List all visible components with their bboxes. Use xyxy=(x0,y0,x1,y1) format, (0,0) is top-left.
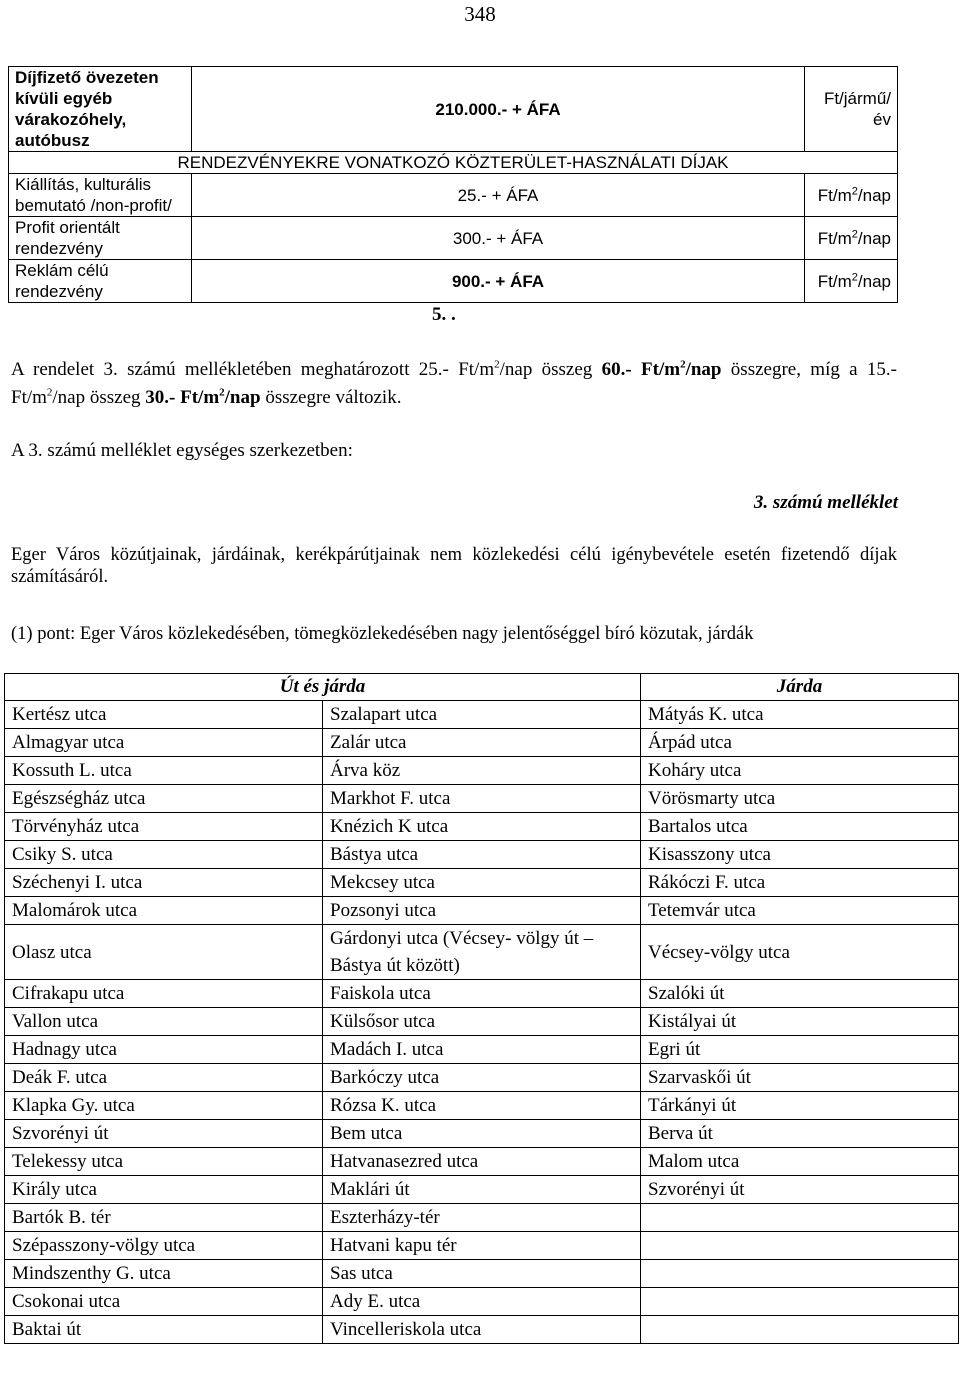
table-cell: Kossuth L. utca xyxy=(5,757,323,785)
table-cell: Berva út xyxy=(641,1120,959,1148)
table-cell: Kertész utca xyxy=(5,701,323,729)
streets-table xyxy=(4,673,959,1344)
table-cell: Mekcsey utca xyxy=(323,869,641,897)
table-cell: Baktai út xyxy=(5,1316,323,1344)
table-cell: Maklári út xyxy=(323,1176,641,1204)
amendment-sup-3: 2 xyxy=(46,386,53,399)
table-row xyxy=(5,1064,959,1092)
table-row xyxy=(5,1148,959,1176)
table-cell: Hadnagy utca xyxy=(5,1036,323,1064)
section-title: 5. . xyxy=(432,304,456,325)
table-row xyxy=(5,701,959,729)
table-cell: Vincelleriskola utca xyxy=(323,1316,641,1344)
amendment-text-i: összegre változik. xyxy=(260,387,402,408)
paragraph-amendment xyxy=(11,356,897,412)
table-cell: Szvorényi út xyxy=(641,1176,959,1204)
fee-label: Díjfizető övezeten kívüli egyéb várakozóhely, autóbusz xyxy=(9,67,192,152)
table-row xyxy=(5,1120,959,1148)
fee-price: 900.- + ÁFA xyxy=(192,260,805,303)
table-cell: Bástya utca xyxy=(323,841,641,869)
amendment-text-g: 30.- Ft/m xyxy=(145,387,220,408)
amendment-sup-4: 2 xyxy=(219,386,225,399)
fee-unit xyxy=(805,174,898,217)
table-row xyxy=(5,1176,959,1204)
table-cell: Deák F. utca xyxy=(5,1064,323,1092)
table-cell: Szvorényi út xyxy=(5,1120,323,1148)
annex-title: 3. számú melléklet xyxy=(753,492,898,513)
table-row xyxy=(5,1036,959,1064)
fee-unit-prefix: Ft/m xyxy=(817,228,852,248)
amendment-text-h: /nap xyxy=(224,387,261,408)
fee-price: 300.- + ÁFA xyxy=(192,217,805,260)
table-cell: Pozsonyi utca xyxy=(323,897,641,925)
table-cell: Koháry utca xyxy=(641,757,959,785)
table-cell: Vallon utca xyxy=(5,1008,323,1036)
amendment-text-e: összegre, míg a 15.- Ft/m xyxy=(11,359,897,408)
table-cell: Árva köz xyxy=(323,757,641,785)
table-cell: Széchenyi I. utca xyxy=(5,869,323,897)
table-cell: Eszterházy-tér xyxy=(323,1204,641,1232)
fee-unit-sup: 2 xyxy=(851,227,858,240)
table-cell: Rózsa K. utca xyxy=(323,1092,641,1120)
fee-label: Reklám célú rendezvény xyxy=(9,260,192,303)
table-cell: Almagyar utca xyxy=(5,729,323,757)
table-cell: Csiky S. utca xyxy=(5,841,323,869)
table-cell-empty xyxy=(641,1204,959,1232)
table-cell: Rákóczi F. utca xyxy=(641,869,959,897)
table-cell: Faiskola utca xyxy=(323,980,641,1008)
annex-point-1: (1) pont: Eger Város közlekedésében, tömegközlekedésében nagy jelentőséggel bíró közutak, járdák xyxy=(11,624,754,644)
table-cell: Madách I. utca xyxy=(323,1036,641,1064)
fee-unit xyxy=(805,260,898,303)
fee-table xyxy=(8,66,898,303)
table-row xyxy=(5,757,959,785)
table-cell-empty xyxy=(641,1288,959,1316)
table-cell: Ady E. utca xyxy=(323,1288,641,1316)
amendment-text-c: 60.- Ft/m xyxy=(601,359,681,380)
table-cell-empty xyxy=(641,1232,959,1260)
table-cell: Bartalos utca xyxy=(641,813,959,841)
table-cell: Malom utca xyxy=(641,1148,959,1176)
fee-unit: Ft/jármű/év xyxy=(805,67,898,152)
table-cell: Vécsey-völgy utca xyxy=(641,925,959,980)
table-cell: Árpád utca xyxy=(641,729,959,757)
table-row xyxy=(5,729,959,757)
header-road-and-sidewalk: Út és járda xyxy=(5,674,641,701)
table-cell: Olasz utca xyxy=(5,925,323,980)
fee-unit-suffix: /nap xyxy=(857,185,891,205)
table-row xyxy=(5,897,959,925)
table-row xyxy=(5,1232,959,1260)
table-cell: Cifrakapu utca xyxy=(5,980,323,1008)
table-row xyxy=(5,1316,959,1344)
amendment-text-b: /nap összeg xyxy=(499,359,602,380)
table-cell: Szarvaskői út xyxy=(641,1064,959,1092)
table-row xyxy=(5,1288,959,1316)
fee-row xyxy=(9,217,898,260)
table-cell-empty xyxy=(641,1316,959,1344)
fee-price: 210.000.- + ÁFA xyxy=(192,67,805,152)
table-cell: Hatvanasezred utca xyxy=(323,1148,641,1176)
table-cell: Bartók B. tér xyxy=(5,1204,323,1232)
table-cell: Mindszenthy G. utca xyxy=(5,1260,323,1288)
table-cell: Mátyás K. utca xyxy=(641,701,959,729)
table-cell: Tárkányi út xyxy=(641,1092,959,1120)
fee-label: Profit orientált rendezvény xyxy=(9,217,192,260)
table-row xyxy=(5,1260,959,1288)
table-cell-empty xyxy=(641,1260,959,1288)
table-cell: Malomárok utca xyxy=(5,897,323,925)
fee-price: 25.- + ÁFA xyxy=(192,174,805,217)
annex-description: Eger Város közútjainak, járdáinak, kerékpárútjainak nem közlekedési célú igénybevétele esetén fizetendő díjak számításáról. xyxy=(11,545,897,587)
table-cell: Gárdonyi utca (Vécsey- völgy út – Bástya út között) xyxy=(323,925,641,980)
table-cell: Zalár utca xyxy=(323,729,641,757)
fee-row xyxy=(9,260,898,303)
table-cell: Külsősor utca xyxy=(323,1008,641,1036)
table-cell: Barkóczy utca xyxy=(323,1064,641,1092)
table-cell: Tetemvár utca xyxy=(641,897,959,925)
table-cell: Kistályai út xyxy=(641,1008,959,1036)
table-row xyxy=(5,813,959,841)
table-cell: Knézich K utca xyxy=(323,813,641,841)
fee-row xyxy=(9,174,898,217)
amendment-text-d: /nap xyxy=(685,359,722,380)
fee-row xyxy=(9,67,898,152)
table-cell: Szalapart utca xyxy=(323,701,641,729)
table-cell: Bem utca xyxy=(323,1120,641,1148)
table-cell: Vörösmarty utca xyxy=(641,785,959,813)
table-cell: Egri út xyxy=(641,1036,959,1064)
table-cell: Egészségház utca xyxy=(5,785,323,813)
page-number: 348 xyxy=(464,2,496,26)
table-row xyxy=(5,869,959,897)
table-cell: Király utca xyxy=(5,1176,323,1204)
amendment-sup-1: 2 xyxy=(494,358,500,371)
fee-unit xyxy=(805,217,898,260)
amendment-text-f: /nap összeg xyxy=(52,387,146,408)
table-cell: Szépasszony-völgy utca xyxy=(5,1232,323,1260)
header-sidewalk: Járda xyxy=(641,674,959,701)
fee-section-header: RENDEZVÉNYEKRE VONATKOZÓ KÖZTERÜLET-HASZNÁLATI DÍJAK xyxy=(9,152,898,174)
table-row xyxy=(5,980,959,1008)
amendment-text-a: A rendelet 3. számú mellékletében meghatározott 25.- Ft/m xyxy=(11,359,495,380)
table-cell: Hatvani kapu tér xyxy=(323,1232,641,1260)
fee-unit-prefix: Ft/m xyxy=(817,185,852,205)
table-row xyxy=(5,1008,959,1036)
table-cell: Kisasszony utca xyxy=(641,841,959,869)
table-cell: Sas utca xyxy=(323,1260,641,1288)
table-row xyxy=(5,925,959,980)
amendment-sup-2: 2 xyxy=(680,358,686,371)
fee-unit-prefix: Ft/m xyxy=(817,271,852,291)
streets-header-row xyxy=(5,674,959,701)
fee-label: Kiállítás, kulturális bemutató /non-profit/ xyxy=(9,174,192,217)
fee-unit-sup: 2 xyxy=(851,184,858,197)
table-cell: Törvényház utca xyxy=(5,813,323,841)
table-cell: Telekessy utca xyxy=(5,1148,323,1176)
paragraph-consolidated: A 3. számú melléklet egységes szerkezetben: xyxy=(11,440,353,461)
fee-unit-sup: 2 xyxy=(851,270,858,283)
table-row xyxy=(5,1092,959,1120)
table-row xyxy=(5,841,959,869)
fee-unit-suffix: /nap xyxy=(857,271,891,291)
fee-unit-suffix: /nap xyxy=(857,228,891,248)
table-cell: Klapka Gy. utca xyxy=(5,1092,323,1120)
fee-row xyxy=(9,152,898,174)
table-row xyxy=(5,1204,959,1232)
table-cell: Csokonai utca xyxy=(5,1288,323,1316)
table-cell: Markhot F. utca xyxy=(323,785,641,813)
table-cell: Szalóki út xyxy=(641,980,959,1008)
table-row xyxy=(5,785,959,813)
